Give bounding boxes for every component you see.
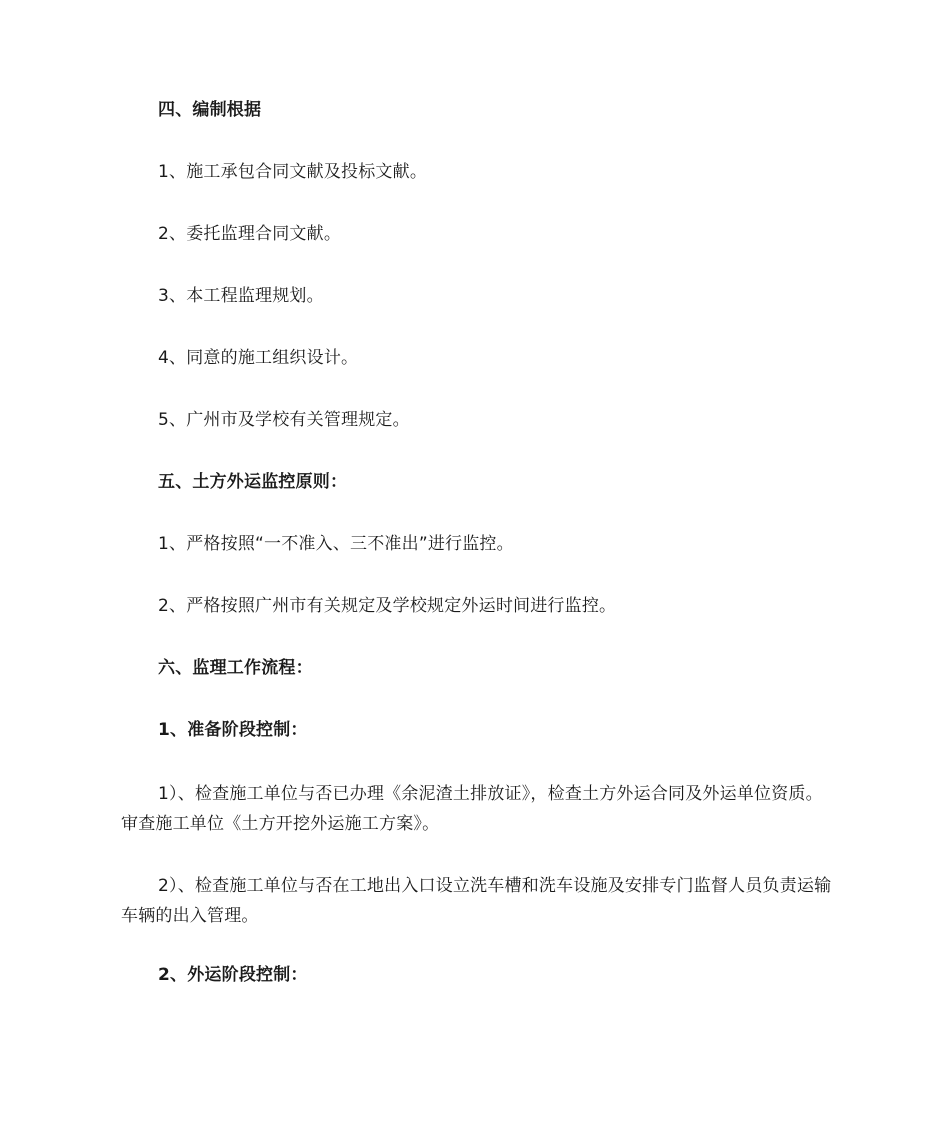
prep-item-1: 1）、检查施工单位与否已办理《余泥渣土排放证》，检查土方外运合同及外运单位资质。审查施工单位《土方开挖外运施工方案》。: [121, 784, 823, 834]
basis-item-2: 2、委托监理合同文献。: [158, 224, 342, 244]
basis-item-4: 4、同意的施工组织设计。: [158, 348, 359, 368]
basis-item-1: 1、施工承包合同文献及投标文献。: [158, 162, 428, 182]
section-heading-basis: 四、编制根据: [158, 100, 262, 120]
subsection-heading-prep: 1、准备阶段控制：: [158, 720, 308, 740]
section-heading-principles: 五、土方外运监控原则：: [158, 472, 348, 492]
prep-item-2: 2）、检查施工单位与否在工地出入口设立洗车槽和洗车设施及安排专门监督人员负责运输车辆的出入管理。: [121, 876, 832, 926]
principle-item-1: 1、严格按照“一不准入、三不准出”进行监控。: [158, 534, 514, 554]
principle-item-2: 2、严格按照广州市有关规定及学校规定外运时间进行监控。: [158, 596, 617, 616]
basis-item-5: 5、广州市及学校有关管理规定。: [158, 410, 410, 430]
section-heading-workflow: 六、监理工作流程：: [158, 658, 313, 678]
basis-item-3: 3、本工程监理规划。: [158, 286, 324, 306]
subsection-heading-transport: 2、外运阶段控制：: [158, 965, 308, 985]
